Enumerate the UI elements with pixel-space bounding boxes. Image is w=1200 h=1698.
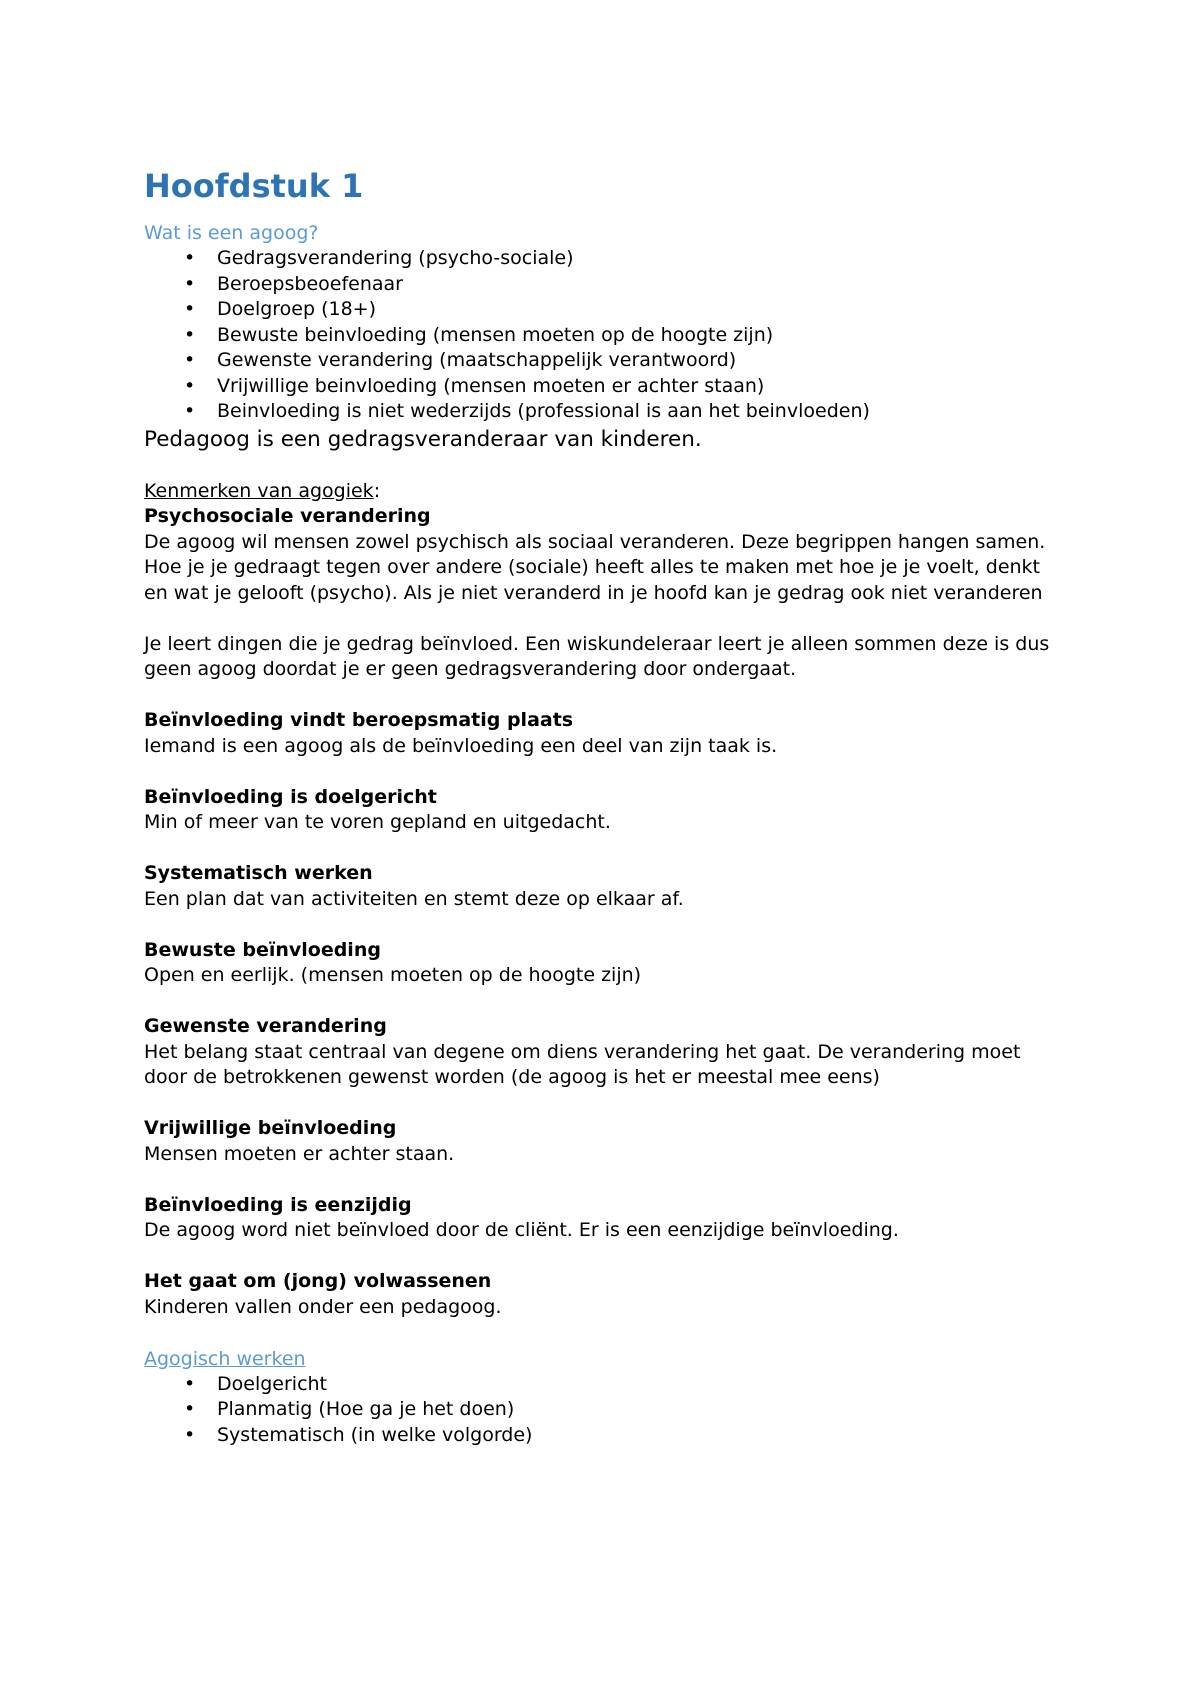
list-item xyxy=(144,1423,1064,1449)
bullet-icon: • xyxy=(184,349,196,371)
section-title: Beïnvloeding is doelgericht xyxy=(144,785,437,808)
characteristics-label-line xyxy=(144,479,1064,505)
list-item-text: Systematisch (in welke volgorde) xyxy=(217,1423,533,1446)
list-item xyxy=(144,297,1064,323)
section-paragraph: Mensen moeten er achter staan. xyxy=(144,1142,455,1165)
section-paragraph: Kinderen vallen onder een pedagoog. xyxy=(144,1295,502,1318)
section-jong-volwassenen xyxy=(144,1269,1064,1320)
section-title: Systematisch werken xyxy=(144,862,373,884)
bullet-icon: • xyxy=(184,400,196,422)
bullet-icon: • xyxy=(184,1423,196,1446)
list-item xyxy=(144,348,1064,374)
bullet-icon: • xyxy=(184,1398,196,1420)
section-vrijwillige-beinvloeding xyxy=(144,1116,1064,1167)
what-is-agoog-heading: Wat is een agoog? xyxy=(144,222,319,244)
pedagoog-statement: Pedagoog is een gedragsveranderaar van kinderen. xyxy=(144,426,702,452)
section-paragraph: De agoog word niet beïnvloed door de cliënt. Er is een eenzijdige beïnvloeding. xyxy=(144,1219,899,1241)
list-item xyxy=(144,374,1064,400)
list-item xyxy=(144,272,1064,298)
agogisch-werken-list xyxy=(144,1372,1064,1449)
document-page xyxy=(144,166,1064,1448)
section-paragraph: Iemand is een agoog als de beïnvloeding een deel van zijn taak is. xyxy=(144,734,778,757)
section-bewuste-beinvloeding xyxy=(144,938,1064,989)
section-paragraph: Min of meer van te voren gepland en uitgedacht. xyxy=(144,811,611,833)
list-item-text: Vrijwillige beinvloeding (mensen moeten er achter staan) xyxy=(217,374,765,397)
bullet-icon: • xyxy=(184,374,196,397)
bullet-icon: • xyxy=(184,298,196,320)
section-beroepsmatig xyxy=(144,708,1064,759)
section-title: Beïnvloeding vindt beroepsmatig plaats xyxy=(144,709,574,731)
list-item-text: Beinvloeding is niet wederzijds (professional is aan het beinvloeden) xyxy=(217,400,870,422)
list-item-text: Beroepsbeoefenaar xyxy=(217,272,403,295)
section-title: Psychosociale verandering xyxy=(144,505,431,527)
list-item xyxy=(144,246,1064,272)
section-psychosociale-verandering xyxy=(144,504,1064,683)
agogisch-werken-heading: Agogisch werken xyxy=(144,1347,306,1370)
section-paragraph: De agoog wil mensen zowel psychisch als sociaal veranderen. Deze begrippen hangen samen. Hoe je je gedraagt tegen over andere (sociale) heeft alles te maken met hoe je je voelt, denkt en wat je gelooft (psycho). Als je niet veranderd in je hoofd kan je gedrag ook niet veranderen xyxy=(144,530,1046,604)
list-item xyxy=(144,1372,1064,1398)
section-paragraph: Een plan dat van activiteiten en stemt deze op elkaar af. xyxy=(144,887,684,910)
list-item xyxy=(144,399,1064,425)
section-title: Gewenste verandering xyxy=(144,1015,387,1037)
list-item-text: Doelgericht xyxy=(217,1372,328,1395)
section-title: Beïnvloeding is eenzijdig xyxy=(144,1193,412,1216)
chapter-title: Hoofdstuk 1 xyxy=(144,167,364,205)
section-doelgericht xyxy=(144,785,1064,836)
section-title: Het gaat om (jong) volwassenen xyxy=(144,1270,492,1292)
section-title: Vrijwillige beïnvloeding xyxy=(144,1117,397,1139)
bullet-icon: • xyxy=(184,247,196,269)
what-is-agoog-list xyxy=(144,246,1064,425)
characteristics-label: Kenmerken van agogiek xyxy=(144,479,374,502)
section-paragraph: Het belang staat centraal van degene om diens verandering het gaat. De verandering moet door de betrokkenen gewenst worden (de agoog is het er meestal mee eens) xyxy=(144,1040,1021,1088)
section-paragraph: Open en eerlijk. (mensen moeten op de hoogte zijn) xyxy=(144,964,642,986)
bullet-icon: • xyxy=(184,272,196,295)
list-item-text: Gewenste verandering (maatschappelijk verantwoord) xyxy=(217,349,737,371)
section-gewenste-verandering xyxy=(144,1014,1064,1091)
list-item-text: Planmatig (Hoe ga je het doen) xyxy=(217,1398,515,1420)
list-item xyxy=(144,1397,1064,1423)
characteristics-label-suffix: : xyxy=(373,479,381,502)
section-systematisch-werken xyxy=(144,861,1064,912)
section-eenzijdig xyxy=(144,1193,1064,1244)
bullet-icon: • xyxy=(184,1372,196,1395)
section-title: Bewuste beïnvloeding xyxy=(144,938,381,961)
list-item-text: Doelgroep (18+) xyxy=(217,298,377,320)
bullet-icon: • xyxy=(184,323,196,346)
list-item-text: Bewuste beinvloeding (mensen moeten op de hoogte zijn) xyxy=(217,323,774,346)
list-item-text: Gedragsverandering (psycho-sociale) xyxy=(217,247,574,269)
list-item xyxy=(144,323,1064,349)
section-paragraph: Je leert dingen die je gedrag beïnvloed. Een wiskundeleraar leert je alleen sommen deze is dus geen agoog doordat je er geen gedragsverandering door ondergaat. xyxy=(144,632,1050,680)
